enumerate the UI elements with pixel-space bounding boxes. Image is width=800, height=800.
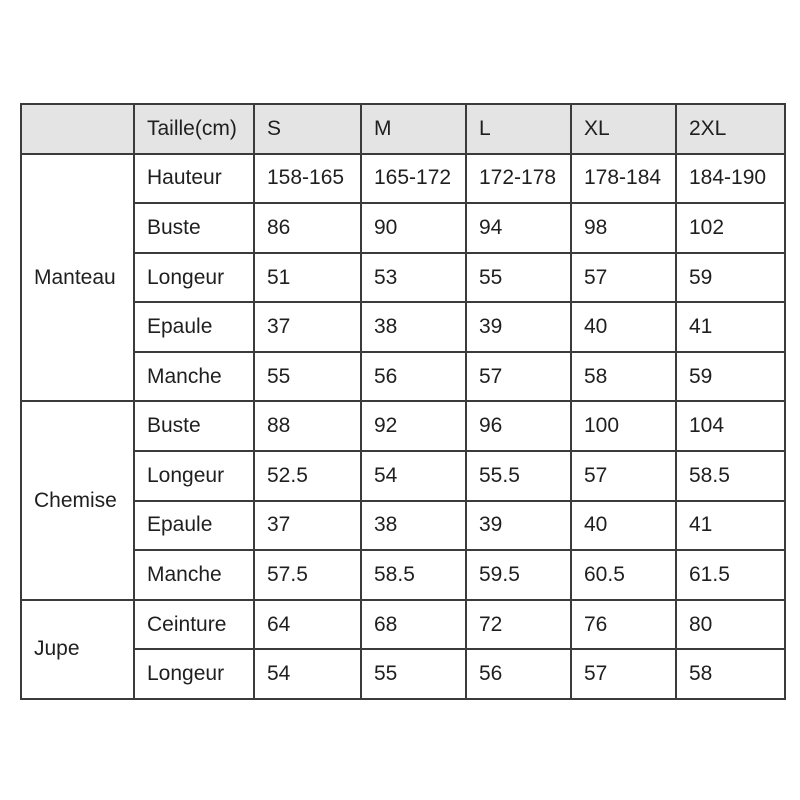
size-cell: 54	[254, 649, 361, 699]
size-cell: 102	[676, 203, 785, 253]
row-label: Buste	[134, 203, 254, 253]
size-cell: 53	[361, 253, 466, 303]
table-row	[21, 401, 785, 451]
size-cell: 58.5	[676, 451, 785, 501]
size-cell: 80	[676, 600, 785, 650]
row-label: Manche	[134, 550, 254, 600]
group-label-manteau: Manteau	[21, 154, 134, 402]
table-row	[21, 501, 785, 551]
table-row	[21, 550, 785, 600]
size-cell: 56	[361, 352, 466, 402]
size-cell: 96	[466, 401, 571, 451]
size-cell: 39	[466, 302, 571, 352]
size-cell: 178-184	[571, 154, 676, 204]
row-label: Manche	[134, 352, 254, 402]
corner-cell	[21, 104, 134, 154]
table-row	[21, 451, 785, 501]
row-label: Longeur	[134, 649, 254, 699]
size-cell: 104	[676, 401, 785, 451]
size-chart-table	[20, 103, 786, 700]
table-row	[21, 154, 785, 204]
size-cell: 98	[571, 203, 676, 253]
size-cell: 56	[466, 649, 571, 699]
size-cell: 92	[361, 401, 466, 451]
row-label: Hauteur	[134, 154, 254, 204]
row-label: Epaule	[134, 302, 254, 352]
col-header-size-l: L	[466, 104, 571, 154]
col-header-size-xl: XL	[571, 104, 676, 154]
size-cell: 158-165	[254, 154, 361, 204]
size-cell: 39	[466, 501, 571, 551]
size-cell: 100	[571, 401, 676, 451]
size-cell: 51	[254, 253, 361, 303]
size-cell: 58	[571, 352, 676, 402]
size-cell: 61.5	[676, 550, 785, 600]
size-cell: 55	[361, 649, 466, 699]
size-cell: 38	[361, 501, 466, 551]
size-cell: 88	[254, 401, 361, 451]
size-cell: 64	[254, 600, 361, 650]
size-cell: 72	[466, 600, 571, 650]
size-cell: 37	[254, 302, 361, 352]
size-cell: 57	[571, 253, 676, 303]
size-cell: 41	[676, 501, 785, 551]
size-cell: 37	[254, 501, 361, 551]
size-cell: 57	[571, 649, 676, 699]
col-header-size-m: M	[361, 104, 466, 154]
row-label: Epaule	[134, 501, 254, 551]
size-cell: 55.5	[466, 451, 571, 501]
size-cell: 59.5	[466, 550, 571, 600]
table-row	[21, 352, 785, 402]
size-cell: 57	[466, 352, 571, 402]
size-cell: 165-172	[361, 154, 466, 204]
size-cell: 57.5	[254, 550, 361, 600]
size-cell: 57	[571, 451, 676, 501]
row-label: Ceinture	[134, 600, 254, 650]
size-cell: 55	[254, 352, 361, 402]
size-cell: 59	[676, 253, 785, 303]
size-cell: 90	[361, 203, 466, 253]
row-label: Longeur	[134, 253, 254, 303]
size-cell: 172-178	[466, 154, 571, 204]
size-cell: 59	[676, 352, 785, 402]
table-row	[21, 203, 785, 253]
table-row	[21, 600, 785, 650]
header-row	[21, 104, 785, 154]
table-row	[21, 649, 785, 699]
size-cell: 76	[571, 600, 676, 650]
size-cell: 40	[571, 302, 676, 352]
col-header-taille: Taille(cm)	[134, 104, 254, 154]
size-cell: 60.5	[571, 550, 676, 600]
table-row	[21, 302, 785, 352]
group-label-jupe: Jupe	[21, 600, 134, 699]
size-cell: 58	[676, 649, 785, 699]
size-cell: 52.5	[254, 451, 361, 501]
col-header-size-s: S	[254, 104, 361, 154]
size-cell: 58.5	[361, 550, 466, 600]
table-row	[21, 253, 785, 303]
size-cell: 86	[254, 203, 361, 253]
row-label: Buste	[134, 401, 254, 451]
size-cell: 41	[676, 302, 785, 352]
row-label: Longeur	[134, 451, 254, 501]
size-cell: 40	[571, 501, 676, 551]
size-cell: 68	[361, 600, 466, 650]
col-header-size-2xl: 2XL	[676, 104, 785, 154]
size-cell: 38	[361, 302, 466, 352]
size-cell: 184-190	[676, 154, 785, 204]
size-cell: 55	[466, 253, 571, 303]
group-label-chemise: Chemise	[21, 401, 134, 599]
size-cell: 94	[466, 203, 571, 253]
size-cell: 54	[361, 451, 466, 501]
